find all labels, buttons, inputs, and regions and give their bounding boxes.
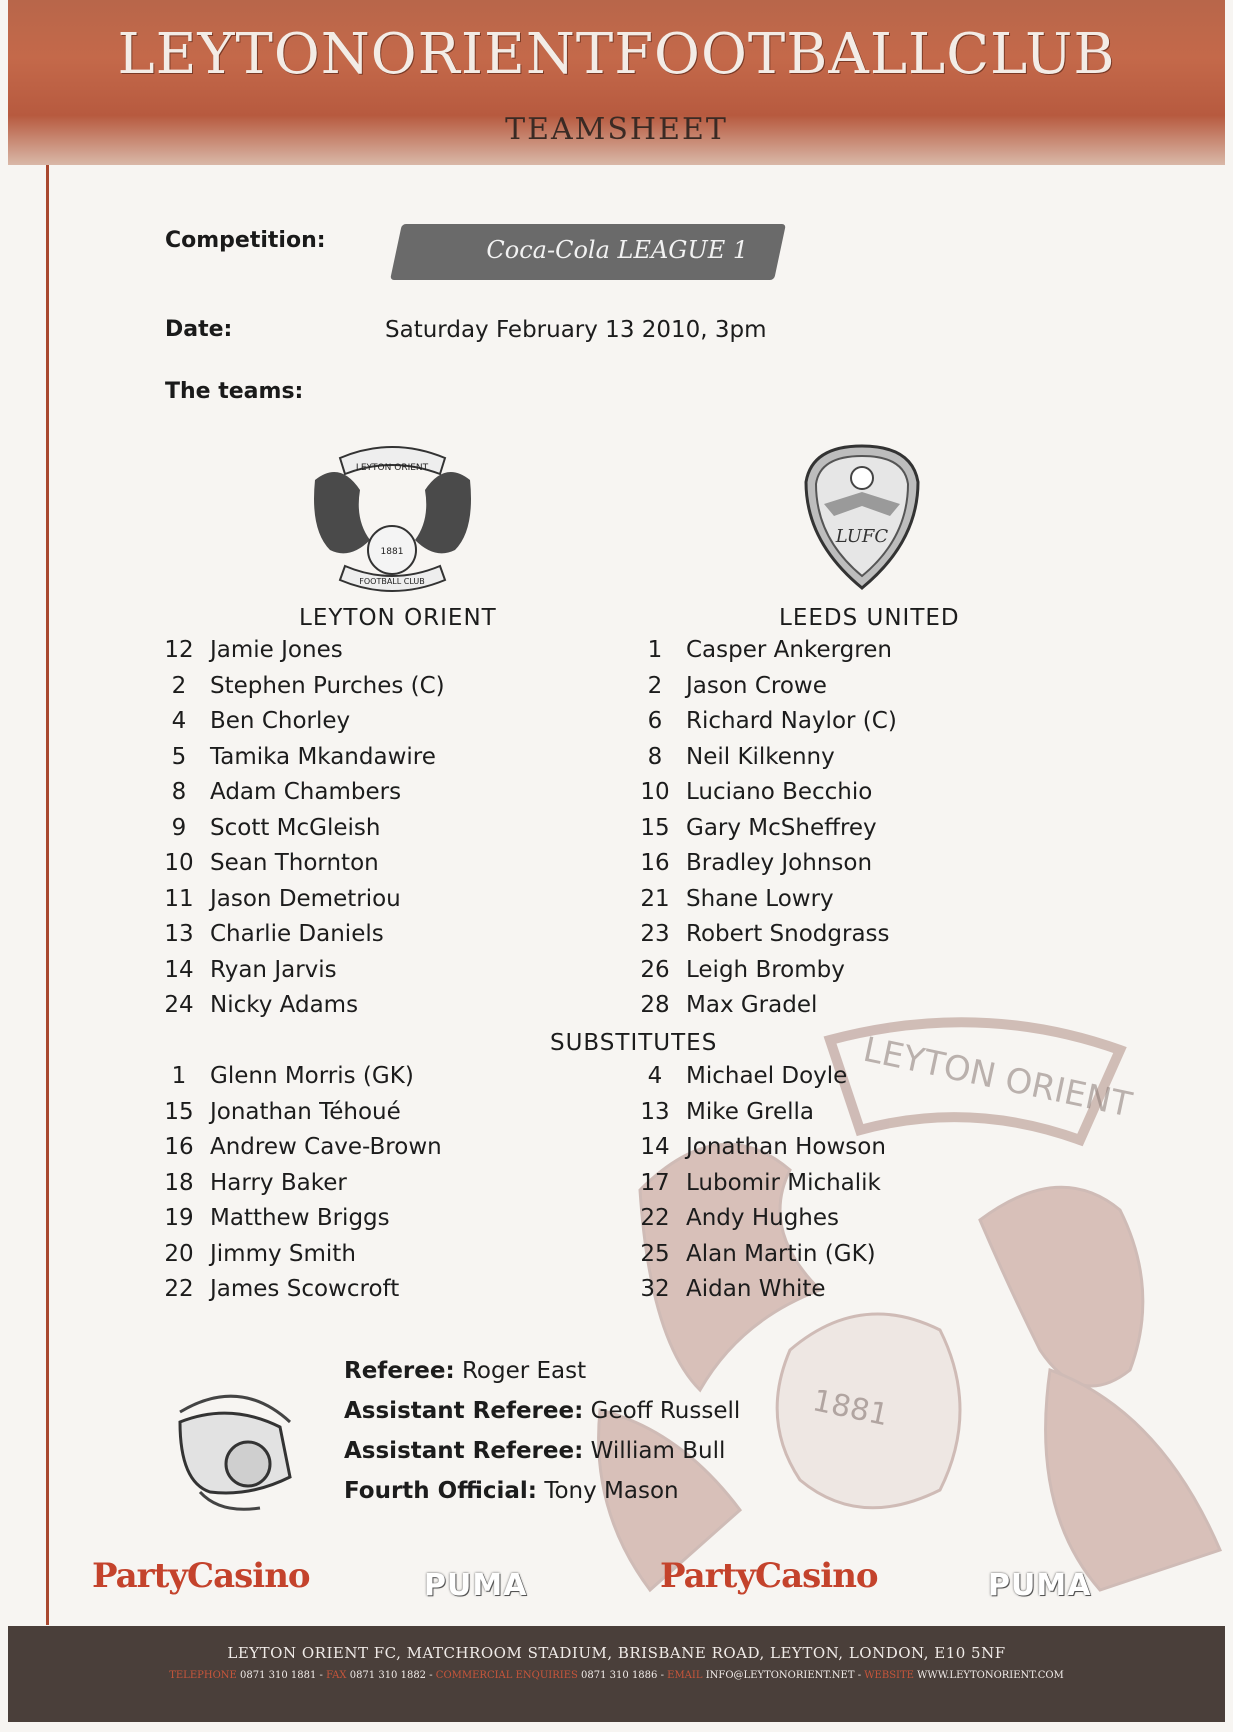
player-name: Harry Baker bbox=[210, 1169, 347, 1196]
player-name: Jason Crowe bbox=[686, 672, 827, 699]
website-url: WWW.LEYTONORIENT.COM bbox=[917, 1670, 1064, 1681]
shirt-number: 16 bbox=[640, 850, 670, 876]
shirt-number: 4 bbox=[171, 708, 187, 734]
player-name: Charlie Daniels bbox=[210, 921, 384, 947]
away-crest-text: LUFC bbox=[835, 526, 889, 547]
website-label: WEBSITE bbox=[864, 1670, 914, 1681]
player-name: Richard Naylor (C) bbox=[686, 708, 897, 734]
player-name: Stephen Purches (C) bbox=[210, 672, 445, 699]
shirt-number: 1 bbox=[647, 637, 663, 663]
shirt-number: 15 bbox=[164, 1098, 194, 1125]
shirt-number: 2 bbox=[647, 672, 663, 699]
shirt-number: 6 bbox=[647, 708, 663, 734]
fax-label: FAX bbox=[326, 1670, 347, 1681]
shirt-number: 17 bbox=[640, 1169, 670, 1196]
shirt-number: 19 bbox=[164, 1205, 194, 1231]
leyton-orient-crest bbox=[300, 440, 485, 605]
official-role: Referee: bbox=[344, 1358, 455, 1384]
coca-cola-league-1-logo bbox=[390, 224, 786, 280]
player-name: Bradley Johnson bbox=[686, 850, 873, 876]
player-name: Scott McGleish bbox=[210, 814, 381, 841]
footer-bar bbox=[8, 1626, 1225, 1722]
match-date: Saturday February 13 2010, 3pm bbox=[385, 317, 767, 343]
shirt-number: 8 bbox=[171, 779, 187, 805]
shirt-number: 4 bbox=[647, 1063, 663, 1089]
player-name: Adam Chambers bbox=[210, 779, 402, 805]
home-crest-top-text: LEYTON ORIENT bbox=[355, 463, 429, 473]
official-fourth bbox=[344, 1478, 679, 1504]
home-crest-bottom-text: FOOTBALL CLUB bbox=[359, 577, 425, 586]
player-name: Jonathan Howson bbox=[686, 1134, 886, 1160]
puma-logo: PUMA bbox=[988, 1568, 1092, 1603]
home-crest-year: 1881 bbox=[380, 547, 404, 557]
official-assistant-1 bbox=[344, 1398, 740, 1424]
shirt-number: 15 bbox=[640, 814, 670, 841]
shirt-number: 10 bbox=[640, 779, 670, 805]
shirt-number: 2 bbox=[171, 672, 187, 699]
player-name: Leigh Bromby bbox=[686, 956, 845, 983]
shirt-number: 22 bbox=[164, 1276, 194, 1302]
shirt-number: 1 bbox=[171, 1063, 187, 1089]
player-name: Nicky Adams bbox=[210, 992, 359, 1018]
shirt-number: 26 bbox=[640, 956, 670, 983]
player-name: Andrew Cave-Brown bbox=[210, 1134, 442, 1160]
watermark-top-text: LEYTON ORIENT bbox=[859, 1029, 1136, 1126]
shirt-number: 20 bbox=[164, 1240, 194, 1267]
player-name: Gary McSheffrey bbox=[686, 814, 877, 841]
competition-label: Competition: bbox=[165, 228, 326, 253]
commercial-label: COMMERCIAL ENQUIRIES bbox=[435, 1670, 578, 1681]
player-name: Aidan White bbox=[686, 1276, 826, 1302]
left-margin-rule bbox=[46, 165, 49, 1625]
shirt-number: 13 bbox=[164, 921, 194, 947]
shirt-number: 24 bbox=[164, 992, 194, 1018]
shirt-number: 25 bbox=[640, 1240, 670, 1267]
official-referee bbox=[344, 1358, 586, 1384]
telephone-label: TELEPHONE bbox=[169, 1670, 237, 1681]
shirt-number: 22 bbox=[640, 1205, 670, 1231]
telephone-number: 0871 310 1881 bbox=[240, 1670, 317, 1681]
date-label: Date: bbox=[165, 317, 233, 342]
official-role: Assistant Referee: bbox=[344, 1398, 584, 1424]
club-address: LEYTON ORIENT FC, MATCHROOM STADIUM, BRISBANE ROAD, LEYTON, LONDON, E10 5NF bbox=[227, 1644, 1006, 1662]
shirt-number: 5 bbox=[171, 743, 187, 770]
player-name: Neil Kilkenny bbox=[686, 743, 835, 770]
shirt-number: 23 bbox=[640, 921, 670, 947]
player-name: Glenn Morris (GK) bbox=[210, 1063, 414, 1089]
player-name: Casper Ankergren bbox=[686, 637, 892, 663]
shirt-number: 32 bbox=[640, 1276, 670, 1302]
official-name: Tony Mason bbox=[544, 1478, 679, 1504]
player-name: Shane Lowry bbox=[686, 885, 834, 912]
shirt-number: 13 bbox=[640, 1098, 670, 1125]
player-name: Jamie Jones bbox=[210, 637, 343, 663]
whistle-icon bbox=[170, 1382, 310, 1514]
official-role: Assistant Referee: bbox=[344, 1438, 584, 1464]
player-name: Luciano Becchio bbox=[686, 779, 873, 805]
player-name: Jason Demetriou bbox=[210, 885, 401, 912]
competition-logo-text: Coca-Cola LEAGUE 1 bbox=[486, 236, 749, 264]
shirt-number: 28 bbox=[640, 992, 670, 1018]
shirt-number: 14 bbox=[640, 1134, 670, 1160]
player-name: Lubomir Michalik bbox=[686, 1169, 881, 1196]
shirt-number: 8 bbox=[647, 743, 663, 770]
partycasino-logo: PartyCasino bbox=[92, 1556, 310, 1596]
club-title: LEYTONORIENTFOOTBALLCLUB bbox=[117, 22, 1116, 87]
away-team-name: LEEDS UNITED bbox=[779, 605, 960, 631]
puma-logo: PUMA bbox=[424, 1568, 528, 1603]
player-name: Alan Martin (GK) bbox=[686, 1240, 876, 1267]
player-name: Matthew Briggs bbox=[210, 1205, 390, 1231]
shirt-number: 21 bbox=[640, 885, 670, 912]
official-role: Fourth Official: bbox=[344, 1478, 537, 1504]
official-name: William Bull bbox=[590, 1438, 726, 1464]
shirt-number: 14 bbox=[164, 956, 194, 983]
player-name: Ryan Jarvis bbox=[210, 956, 337, 983]
player-name: Jonathan Téhoué bbox=[210, 1098, 401, 1125]
official-assistant-2 bbox=[344, 1438, 725, 1464]
player-name: Andy Hughes bbox=[686, 1205, 840, 1231]
shirt-number: 11 bbox=[164, 885, 194, 912]
shirt-number: 18 bbox=[164, 1169, 194, 1196]
partycasino-logo: PartyCasino bbox=[660, 1556, 878, 1596]
player-name: Tamika Mkandawire bbox=[210, 743, 436, 770]
player-name: Jimmy Smith bbox=[210, 1240, 356, 1267]
player-name: Robert Snodgrass bbox=[686, 921, 890, 947]
shirt-number: 16 bbox=[164, 1134, 194, 1160]
substitutes-heading: SUBSTITUTES bbox=[550, 1030, 718, 1056]
header-banner bbox=[8, 0, 1225, 165]
leeds-united-crest bbox=[800, 442, 925, 592]
official-name: Geoff Russell bbox=[590, 1398, 741, 1424]
contact-details: TELEPHONE 0871 310 1881 - FAX 0871 310 1882 - COMMERCIAL ENQUIRIES 0871 310 1886 - EMAIL INFO@LEYTONORIENT.NET - WEBSITE WWW.LEYTONORIENT.COM bbox=[169, 1670, 1064, 1681]
fax-number: 0871 310 1882 bbox=[349, 1670, 427, 1681]
teamsheet-subtitle: TEAMSHEET bbox=[505, 112, 728, 147]
email-label: EMAIL bbox=[667, 1670, 703, 1681]
player-name: Michael Doyle bbox=[686, 1063, 848, 1089]
player-name: Mike Grella bbox=[686, 1098, 814, 1125]
shirt-number: 12 bbox=[164, 637, 194, 663]
shirt-number: 10 bbox=[164, 850, 194, 876]
home-team-name: LEYTON ORIENT bbox=[299, 605, 497, 631]
player-name: Sean Thornton bbox=[210, 850, 379, 876]
watermark-year: 1881 bbox=[809, 1383, 892, 1434]
teams-label: The teams: bbox=[165, 379, 304, 404]
official-name: Roger East bbox=[461, 1358, 587, 1384]
commercial-number: 0871 310 1886 bbox=[581, 1670, 658, 1681]
player-name: Max Gradel bbox=[686, 992, 818, 1018]
shirt-number: 9 bbox=[171, 814, 187, 841]
player-name: James Scowcroft bbox=[210, 1276, 400, 1302]
player-name: Ben Chorley bbox=[210, 708, 351, 734]
email-address: INFO@LEYTONORIENT.NET bbox=[705, 1670, 855, 1681]
